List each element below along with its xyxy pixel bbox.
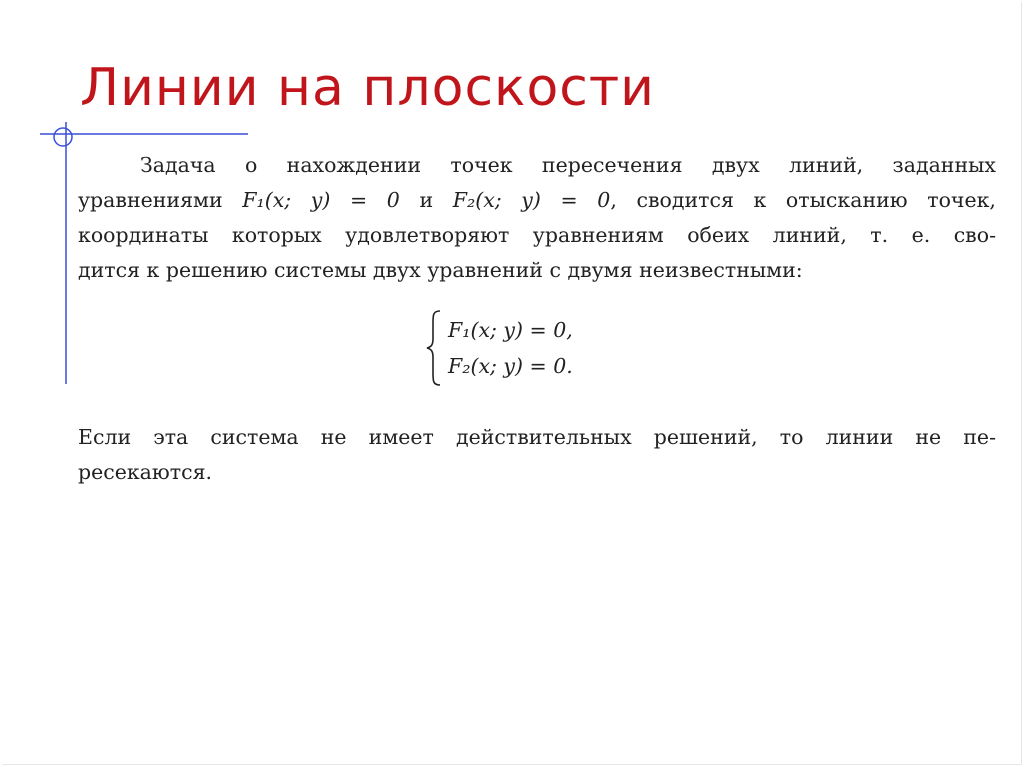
inline-equation-f2: F₂(x; y) = 0 [452,188,611,212]
paragraph-1-line-3: координаты которых удовлетворяют уравнениям обеих линий, т. е. сво- [78,223,996,247]
inline-equation-f1: F₁(x; y) = 0 [242,188,400,212]
equation-system [426,312,573,384]
paragraph-1-line-4: дится к решению системы двух уравнений с двумя неизвестными: [78,258,803,282]
paragraph-1 [78,148,996,288]
system-equation-1: F₁(x; y) = 0, [448,318,573,342]
paragraph-2-line-1: Если эта система не имеет действительных решений, то линии не пе- [78,425,996,449]
system-equation-2: F₂(x; y) = 0. [448,354,573,378]
paragraph-1-line-2c: , сводится к отысканию точек, [610,188,996,212]
left-brace [426,309,442,387]
paragraph-1-line-1: Задача о нахождении точек пересечения двух линий, заданных [140,153,996,177]
paragraph-1-line-2a: уравнениями [78,188,223,212]
paragraph-2-line-2: ресекаются. [78,460,213,484]
paragraph-1-line-2b: и [419,188,434,212]
slide-title: Линии на плоскости [80,58,655,118]
